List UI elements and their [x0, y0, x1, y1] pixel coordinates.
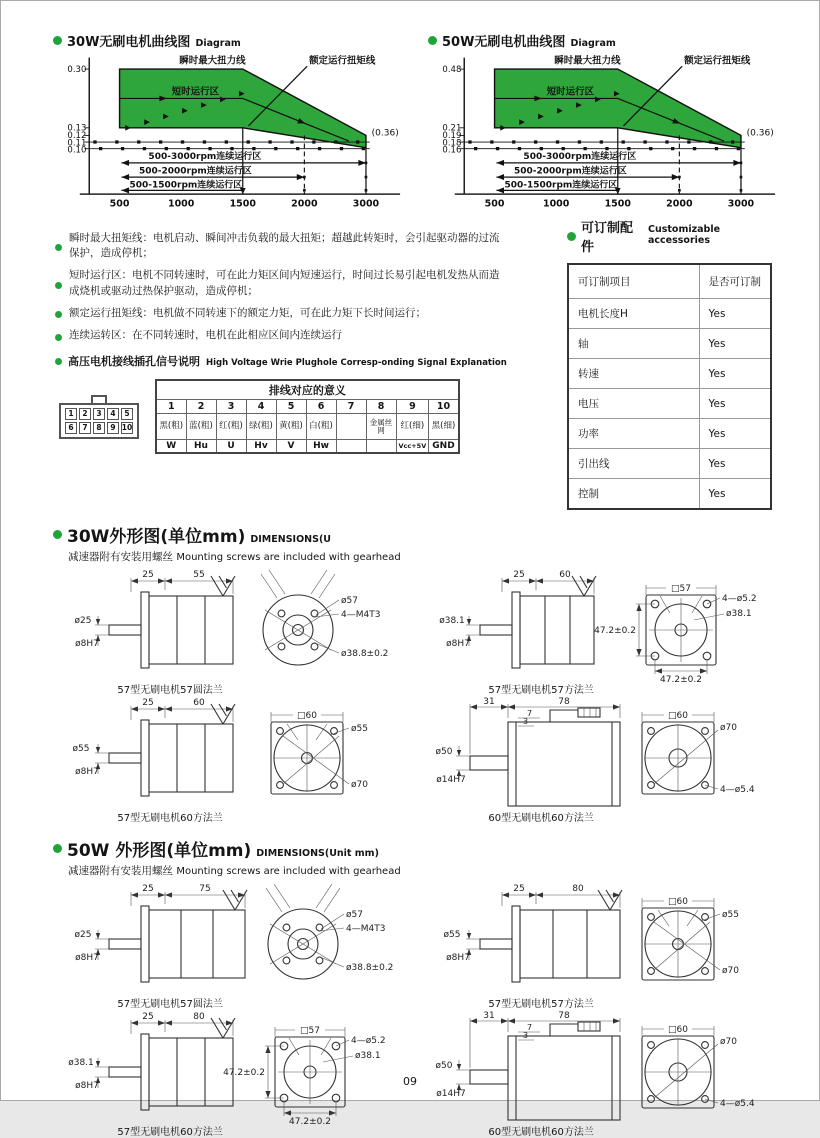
zone3-label: 500-1500rpm连续运行区 — [129, 180, 243, 191]
green-bullet-icon — [55, 311, 62, 318]
figure-caption: 57型无刷电机57方法兰 — [488, 999, 594, 1010]
x-tick: 1000 — [167, 198, 195, 210]
connector-pin: 9 — [107, 422, 119, 434]
subtitle-zh: 减速器附有安装用螺丝 — [68, 865, 173, 877]
signal-row — [156, 440, 459, 454]
zone1-label: 500-3000rpm连续运行区 — [523, 152, 637, 163]
signal-cell: Hv — [246, 440, 276, 454]
dim-label: 60 — [559, 570, 571, 580]
flange-size-label: □60 — [297, 711, 317, 721]
y-tick: 0.16 — [442, 145, 462, 156]
y-tick: 0.21 — [442, 123, 462, 134]
dim-label: 25 — [513, 884, 525, 894]
signal-cell: Vcc+5V — [396, 440, 429, 454]
wire-color: 蓝(粗) — [186, 414, 216, 440]
y-tick: 0.18 — [442, 138, 462, 149]
connector-pin: 6 — [65, 422, 77, 434]
rated-torque-label: 额定运行扭矩线 — [309, 55, 376, 67]
green-bullet-icon — [55, 282, 62, 289]
figure-30w-57square — [424, 568, 779, 696]
signal-cell: W — [156, 440, 186, 454]
drawing-60motor-square60-flange — [424, 1010, 774, 1128]
accessory-item: 电压 — [568, 389, 699, 419]
dim-label-small: 7 — [527, 709, 533, 718]
y-tick: 0.19 — [442, 131, 462, 142]
flange-dim-label: ø70 — [722, 966, 739, 976]
shaft-dim-label: ø8H7 — [75, 953, 99, 963]
x-tick: 500 — [109, 198, 130, 210]
middle-section — [53, 215, 779, 510]
wire-color: 绿(粗) — [246, 414, 276, 440]
signal-cell — [336, 440, 366, 454]
accessories-title: 可订制配件 — [581, 221, 634, 255]
dim-30w-title-en: DIMENSIONS(U — [250, 534, 332, 545]
accessory-value: Yes — [699, 479, 771, 510]
figure-caption: 57型无刷电机57圆法兰 — [117, 999, 223, 1010]
definition-item — [55, 268, 500, 298]
definition-text: 连续运转区：在不同转速时，电机在此相应区间内连续运行 — [69, 329, 342, 342]
accessories-title-en: Customizable accessories — [648, 224, 721, 246]
accessories-table — [567, 263, 772, 510]
dim-50w-title: 50W 外形图(单位mm) — [67, 841, 252, 861]
max-torque-label: 瞬时最大扭力线 — [179, 55, 246, 67]
chart-50w-header — [428, 31, 781, 50]
short-zone-label: 短时运行区 — [171, 86, 220, 98]
definition-text: 额定运行扭矩线：电机做不同转速下的额定力矩，可在此力矩下长时间运行； — [69, 306, 426, 319]
dim-label: 75 — [199, 884, 211, 894]
table-row — [568, 359, 771, 389]
pin-number: 7 — [336, 400, 366, 414]
flange-dim-label: ø70 — [720, 1037, 737, 1047]
definition-list — [55, 231, 500, 343]
figure-caption: 57型无刷电机57方法兰 — [488, 685, 594, 696]
subtitle-zh: 减速器附有安装用螺丝 — [68, 551, 173, 563]
connector-pin: 7 — [79, 422, 91, 434]
definition-text: 短时运行区：电机不同转速时，可在此力矩区间内短速运行，时间过长易引起电机发热从而造成烧机或驱动过热保护驱动，造成停机； — [69, 269, 500, 297]
accessory-item: 控制 — [568, 479, 699, 510]
rated-torque-label: 额定运行扭矩线 — [684, 55, 751, 67]
signal-cell: U — [216, 440, 246, 454]
green-bullet-icon — [428, 36, 437, 45]
figure-50w-60motor — [424, 1010, 779, 1138]
x-tick: 2000 — [291, 198, 318, 210]
torque-curve-30w — [53, 52, 406, 215]
accessory-value: Yes — [699, 389, 771, 419]
dim-30w-header — [53, 522, 779, 547]
zone2-label: 500-2000rpm连续运行区 — [138, 166, 252, 177]
accessory-value: Yes — [699, 329, 771, 359]
connector-body — [59, 403, 139, 439]
connector-row — [64, 407, 134, 421]
flange-dim-label: ø57 — [341, 596, 358, 606]
shaft-dim-label: ø8H7 — [75, 639, 99, 649]
connector-pin: 1 — [65, 408, 77, 420]
connector-tab — [91, 395, 107, 403]
flange-size-label: □57 — [300, 1026, 320, 1036]
dim-label: 78 — [558, 697, 570, 707]
green-bullet-icon — [53, 530, 62, 539]
figure-caption: 57型无刷电机57圆法兰 — [117, 685, 223, 696]
x-tick: 1000 — [542, 198, 570, 210]
wire-color: 金属丝网 — [366, 414, 396, 440]
zone2-label: 500-2000rpm连续运行区 — [513, 166, 627, 177]
subtitle-en: Mounting screws are included with gearhead — [176, 866, 401, 877]
dim-30w-title: 30W外形图(单位mm) — [67, 527, 246, 547]
dim-label: 31 — [483, 1011, 495, 1021]
zone1-label: 500-3000rpm连续运行区 — [148, 152, 262, 163]
x-tick: 1500 — [229, 198, 256, 210]
shaft-dim-label: ø8H7 — [75, 767, 99, 777]
signal-cell — [366, 440, 396, 454]
flange-dim-label: ø55 — [351, 724, 368, 734]
flange-dim-label: 4—M4T3 — [341, 610, 381, 620]
flange-dim-label: 47.2±0.2 — [223, 1068, 265, 1078]
wire-color — [336, 414, 366, 440]
signal-cell: Hw — [306, 440, 336, 454]
pin-number: 1 — [156, 400, 186, 414]
y-tick: 0.30 — [67, 64, 87, 75]
drawing-motor-square57-flange — [424, 568, 774, 686]
connector-pin: 5 — [121, 408, 133, 420]
connector-pin: 10 — [121, 423, 133, 433]
shaft-dim-label: ø25 — [74, 930, 92, 940]
definition-text: 瞬时最大扭矩线：电机启动、瞬间冲击负载的最大扭矩；超越此转矩时，会引起驱动器的过流保护，造成停机； — [69, 232, 500, 260]
chart-panel-30w — [53, 31, 406, 215]
wire-color: 黑(粗) — [156, 414, 186, 440]
flange-dim-label: ø38.1 — [726, 609, 752, 619]
shaft-dim-label: ø55 — [443, 930, 461, 940]
table-row — [568, 419, 771, 449]
dim-label: 25 — [142, 884, 154, 894]
flange-dim-label: ø55 — [722, 910, 739, 920]
table-row — [568, 449, 771, 479]
figure-30w-60motor — [424, 696, 779, 824]
flange-dim-label: 4—ø5.4 — [720, 1099, 755, 1109]
figure-caption: 57型无刷电机60方法兰 — [117, 1127, 223, 1138]
accessories-header — [567, 217, 779, 255]
drawing-motor-round-flange — [53, 882, 403, 1000]
figure-caption: 60型无刷电机60方法兰 — [488, 1127, 594, 1138]
shaft-dim-label: ø25 — [74, 616, 92, 626]
dim-label-small: 7 — [527, 1023, 533, 1032]
shaft-dim-label: ø8H7 — [446, 953, 470, 963]
chart-panel-50w — [428, 31, 781, 215]
signal-note-header — [55, 353, 567, 369]
pin-number: 9 — [396, 400, 429, 414]
pin-table-title-row — [156, 380, 459, 400]
figure-50w-57square — [424, 882, 779, 1010]
connector-pin: 2 — [79, 408, 91, 420]
green-bullet-icon — [55, 244, 62, 251]
accessory-item: 引出线 — [568, 449, 699, 479]
y-tick: 0.13 — [67, 123, 87, 134]
y-tick: 0.11 — [67, 138, 87, 149]
wire-color: 白(粗) — [306, 414, 336, 440]
wire-color: 红(粗) — [216, 414, 246, 440]
shaft-dim-label: ø14H7 — [436, 775, 466, 785]
green-bullet-icon — [53, 36, 62, 45]
accessory-value: Yes — [699, 419, 771, 449]
pin-table-title: 排线对应的意义 — [156, 380, 459, 400]
shaft-dim-label: ø14H7 — [436, 1089, 466, 1099]
dim-label: 25 — [142, 1012, 154, 1022]
dim-label: 25 — [142, 698, 154, 708]
pin-number: 4 — [246, 400, 276, 414]
table-row — [568, 329, 771, 359]
x-tick: 500 — [484, 198, 505, 210]
green-bullet-icon — [55, 334, 62, 341]
dim-50w-figures — [53, 882, 779, 1138]
flange-dim-label: ø38.1 — [355, 1051, 381, 1061]
pin-signal-table — [155, 379, 460, 454]
accessory-item: 电机长度H — [568, 299, 699, 329]
y-tick: 0.48 — [442, 64, 462, 75]
shaft-dim-label: ø38.1 — [439, 616, 465, 626]
flange-size-label: □57 — [671, 584, 691, 594]
figure-30w-57round — [53, 568, 408, 696]
flange-dim-label: ø38.8±0.2 — [346, 963, 394, 973]
flange-dim-label: ø38.8±0.2 — [341, 649, 389, 659]
shaft-dim-label: ø50 — [435, 747, 453, 757]
flange-dim-label: 47.2±0.2 — [289, 1117, 331, 1127]
dim-30w-subtitle — [68, 549, 779, 564]
flange-size-label: □60 — [668, 1025, 688, 1035]
flange-dim-label: 4—M4T3 — [346, 924, 386, 934]
flange-dim-label: 4—ø5.2 — [722, 594, 757, 604]
connector-row — [64, 421, 134, 435]
end-value-label: (0.36) — [746, 128, 774, 139]
dim-50w-subtitle — [68, 863, 779, 878]
chart-50w-title: 50W无刷电机曲线图 — [442, 35, 566, 50]
charts-row — [53, 31, 779, 215]
end-value-label: (0.36) — [371, 128, 399, 139]
drawing-motor-round-flange — [53, 568, 403, 686]
dim-label: 31 — [483, 697, 495, 707]
accessories-col2-header: 是否可订制 — [699, 264, 771, 299]
drawing-motor-square57-flange — [53, 1010, 403, 1128]
pin-number: 6 — [306, 400, 336, 414]
table-row — [568, 299, 771, 329]
signal-cell: GND — [429, 440, 459, 454]
pin-number-row — [156, 400, 459, 414]
flange-dim-label: 47.2±0.2 — [660, 675, 702, 685]
y-tick: 0.12 — [67, 131, 87, 142]
wire-color: 黑(细) — [429, 414, 459, 440]
dim-50w-header — [53, 836, 779, 861]
green-bullet-icon — [53, 844, 62, 853]
y-tick: 0.10 — [67, 145, 87, 156]
wire-color-row — [156, 414, 459, 440]
shaft-dim-label: ø50 — [435, 1061, 453, 1071]
dim-label: 78 — [558, 1011, 570, 1021]
dim-label-small: 3 — [523, 717, 529, 726]
x-tick: 3000 — [727, 198, 755, 210]
figure-caption: 60型无刷电机60方法兰 — [488, 813, 594, 824]
drawing-motor-square60-flange — [424, 882, 774, 1000]
x-tick: 2000 — [666, 198, 693, 210]
shaft-dim-label: ø8H7 — [446, 639, 470, 649]
figure-30w-60square — [53, 696, 408, 824]
wiring-row — [59, 379, 567, 454]
max-torque-label: 瞬时最大扭力线 — [554, 55, 621, 67]
wire-color: 黄(粗) — [276, 414, 306, 440]
accessory-item: 转速 — [568, 359, 699, 389]
accessory-value: Yes — [699, 359, 771, 389]
dim-label: 55 — [193, 570, 205, 580]
dim-label: 80 — [193, 1012, 205, 1022]
pin-number: 2 — [186, 400, 216, 414]
subtitle-en: Mounting screws are included with gearhead — [176, 552, 401, 563]
definition-item — [55, 306, 500, 321]
chart-30w-header — [53, 31, 406, 50]
dim-label-small: 3 — [523, 1031, 529, 1040]
connector-pin: 3 — [93, 408, 105, 420]
accessories-col1-header: 可订制项目 — [578, 276, 631, 288]
dim-label: 60 — [193, 698, 205, 708]
torque-curve-50w — [428, 52, 781, 215]
dimensions-50w-section — [53, 836, 779, 1138]
flange-size-label: □60 — [668, 711, 688, 721]
page-number: 09 — [403, 1075, 417, 1088]
chart-30w-title: 30W无刷电机曲线图 — [67, 35, 191, 50]
drawing-motor-square60-flange — [53, 696, 403, 814]
green-bullet-icon — [567, 232, 576, 241]
connector-pin: 8 — [93, 422, 105, 434]
definition-item — [55, 328, 500, 343]
dim-30w-figures — [53, 568, 779, 824]
shaft-dim-label: ø8H7 — [75, 1081, 99, 1091]
green-bullet-icon — [55, 358, 62, 365]
zone3-label: 500-1500rpm连续运行区 — [504, 180, 618, 191]
accessory-item: 轴 — [568, 329, 699, 359]
definitions-column — [53, 215, 567, 454]
x-tick: 1500 — [604, 198, 631, 210]
dim-label: 25 — [142, 570, 154, 580]
wire-color: 红(细) — [396, 414, 429, 440]
dim-50w-title-en: DIMENSIONS(Unit mm) — [256, 848, 379, 859]
flange-dim-label: ø70 — [720, 723, 737, 733]
accessory-item: 功率 — [568, 419, 699, 449]
signal-note-title-en: High Voltage Wrie Plughole Corresp-onding Signal Explanation — [206, 358, 507, 369]
pin-number: 10 — [429, 400, 459, 414]
connector-pin: 4 — [107, 408, 119, 420]
flange-dim-label: 4—ø5.4 — [720, 785, 755, 795]
flange-size-label: □60 — [668, 897, 688, 907]
dim-label: 25 — [513, 570, 525, 580]
figure-caption: 57型无刷电机60方法兰 — [117, 813, 223, 824]
figure-50w-60square — [53, 1010, 408, 1138]
table-row — [568, 479, 771, 510]
accessories-column — [567, 217, 779, 510]
table-row — [568, 389, 771, 419]
shaft-dim-label: ø55 — [72, 744, 90, 754]
drawing-60motor-square60-flange — [424, 696, 774, 814]
accessories-header-row — [568, 264, 771, 299]
dimensions-30w-section — [53, 522, 779, 824]
chart-50w-title-en: Diagram — [570, 38, 616, 49]
flange-dim-label: 47.2±0.2 — [594, 626, 636, 636]
plug-connector-diagram — [59, 395, 139, 439]
definition-item — [55, 231, 500, 261]
pin-number: 5 — [276, 400, 306, 414]
chart-30w-title-en: Diagram — [195, 38, 241, 49]
flange-dim-label: ø57 — [346, 910, 363, 920]
pin-number: 8 — [366, 400, 396, 414]
pin-number: 3 — [216, 400, 246, 414]
flange-dim-label: 4—ø5.2 — [351, 1036, 386, 1046]
signal-cell: V — [276, 440, 306, 454]
flange-dim-label: ø70 — [351, 780, 368, 790]
x-tick: 3000 — [352, 198, 380, 210]
shaft-dim-label: ø38.1 — [68, 1058, 94, 1068]
figure-50w-57round — [53, 882, 408, 1010]
signal-cell: Hu — [186, 440, 216, 454]
short-zone-label: 短时运行区 — [546, 86, 595, 98]
dim-label: 80 — [572, 884, 584, 894]
accessory-value: Yes — [699, 299, 771, 329]
signal-note-title: 高压电机接线插孔信号说明 — [68, 355, 200, 369]
accessory-value: Yes — [699, 449, 771, 479]
